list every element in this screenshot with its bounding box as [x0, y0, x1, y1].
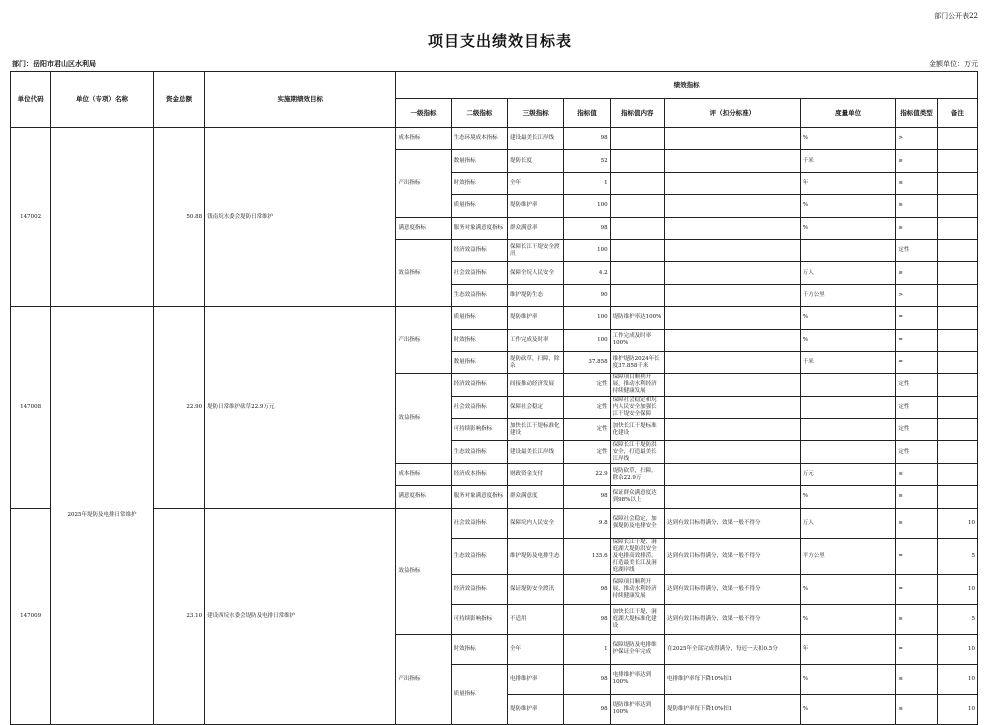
measure-unit-cell: % — [800, 329, 896, 351]
scoring-cell — [664, 195, 800, 217]
header-value-type: 指标值类型 — [896, 99, 937, 128]
scoring-cell: 电排维护率每下降10%扣1 — [664, 664, 800, 694]
scoring-cell — [664, 239, 800, 261]
measure-unit-cell: % — [800, 694, 896, 724]
remark-cell — [937, 419, 977, 441]
level3-cell: 保障社会稳定 — [508, 396, 564, 418]
content-cell — [610, 284, 664, 306]
remark-cell — [937, 441, 977, 463]
amount-cell: 50.88 — [153, 128, 204, 307]
value-type-cell: ≥ — [896, 262, 937, 284]
header-measure-unit: 度量单位 — [800, 99, 896, 128]
content-cell: 保障社会稳定和垸内人民安全加强长江干堤安全保障 — [610, 396, 664, 418]
level3-cell: 堤防维护率 — [508, 195, 564, 217]
value-cell: 98 — [564, 694, 610, 724]
value-cell: 135.6 — [564, 538, 610, 574]
header-scoring: 评（扣分标准） — [664, 99, 800, 128]
level3-cell: 工作完成及时率 — [508, 329, 564, 351]
unit-code-cell: 147008 — [11, 307, 51, 509]
page-title: 项目支出绩效目标表 — [427, 32, 572, 50]
level3-cell: 保障垸内人民安全 — [508, 508, 564, 538]
content-cell — [610, 172, 664, 194]
measure-unit-cell: % — [800, 217, 896, 239]
remark-cell — [937, 463, 977, 485]
scoring-cell — [664, 374, 800, 396]
level3-cell: 群众满意度 — [508, 486, 564, 508]
level2-cell: 可持续影响指标 — [451, 604, 507, 634]
level2-cell: 服务对象满意度指标 — [451, 217, 507, 239]
value-type-cell: ≥ — [896, 217, 937, 239]
scoring-cell — [664, 307, 800, 329]
level2-cell: 生态效益指标 — [451, 441, 507, 463]
scoring-cell — [664, 463, 800, 485]
content-cell: 保证群众满意度达到98%以上 — [610, 486, 664, 508]
level2-cell: 社会效益指标 — [451, 262, 507, 284]
scoring-cell — [664, 150, 800, 172]
content-cell — [610, 239, 664, 261]
value-type-cell: 定性 — [896, 441, 937, 463]
value-type-cell: ≥ — [896, 150, 937, 172]
value-cell: 52 — [564, 150, 610, 172]
content-cell: 堤防维护率达到100% — [610, 694, 664, 724]
department-label: 部门：岳阳市君山区水利局 — [12, 59, 96, 68]
level2-cell: 时效指标 — [451, 634, 507, 664]
measure-unit-cell — [800, 239, 896, 261]
remark-cell — [937, 329, 977, 351]
header-content: 指标值内容 — [610, 99, 664, 128]
value-type-cell: > — [896, 284, 937, 306]
content-cell: 保障堤防及电排维护保证全年完成 — [610, 634, 664, 664]
measure-unit-cell: 万人 — [800, 508, 896, 538]
level2-cell: 经济效益指标 — [451, 239, 507, 261]
remark-cell — [937, 351, 977, 373]
value-cell: 定性 — [564, 396, 610, 418]
content-cell — [610, 217, 664, 239]
table-row — [11, 307, 978, 329]
remark-cell: 5 — [937, 538, 977, 574]
scoring-cell — [664, 172, 800, 194]
measure-unit-cell: 万元 — [800, 463, 896, 485]
level2-cell: 生态效益指标 — [451, 538, 507, 574]
level1-cell: 产出指标 — [396, 150, 451, 217]
level2-cell: 数量指标 — [451, 150, 507, 172]
level2-cell: 数量指标 — [451, 351, 507, 373]
remark-cell — [937, 128, 977, 150]
level3-cell: 堤防砍草，扫障，除杂 — [508, 351, 564, 373]
value-cell: 90 — [564, 284, 610, 306]
content-cell: 保障社会稳定，加强堤防及电排安全 — [610, 508, 664, 538]
content-cell: 维护堤防2024年长度37.858千米 — [610, 351, 664, 373]
value-type-cell: 定性 — [896, 374, 937, 396]
remark-cell — [937, 217, 977, 239]
level3-cell: 建设最美长江岸线 — [508, 441, 564, 463]
remark-cell — [937, 239, 977, 261]
measure-unit-cell: 年 — [800, 634, 896, 664]
content-cell: 保障长江干堤、洞庭湖大堤防洪安全及电排高效排涝，打造最美长江及洞庭湖岸线 — [610, 538, 664, 574]
level2-cell: 生态环境成本指标 — [451, 128, 507, 150]
value-type-cell: ≥ — [896, 195, 937, 217]
level3-cell: 财政资金支付 — [508, 463, 564, 485]
target-cell: 堤防日常维护砍草22.9万元 — [205, 307, 396, 509]
level3-cell: 堤防长度 — [508, 150, 564, 172]
value-type-cell: ≥ — [896, 508, 937, 538]
table-row — [11, 508, 978, 538]
value-type-cell: ≤ — [896, 694, 937, 724]
remark-cell — [937, 486, 977, 508]
level1-cell: 满意度指标 — [396, 217, 451, 239]
scoring-cell — [664, 217, 800, 239]
content-cell: 加快长江干堤、洞庭湖大堤标准化建设 — [610, 604, 664, 634]
content-cell: 工作完成及时率100% — [610, 329, 664, 351]
level2-cell: 可持续影响指标 — [451, 419, 507, 441]
value-cell: 1 — [564, 634, 610, 664]
measure-unit-cell: % — [800, 195, 896, 217]
scoring-cell: 达到有效目标得满分，效果一般不得分 — [664, 574, 800, 604]
content-cell: 堤防砍草，扫障，除杂22.9万 — [610, 463, 664, 485]
measure-unit-cell: 千米 — [800, 150, 896, 172]
level1-cell: 满意度指标 — [396, 486, 451, 508]
scoring-cell: 在2025年全部完成得满分，每迟一天扣0.5分 — [664, 634, 800, 664]
scoring-cell: 堤防维护率每下降10%扣1 — [664, 694, 800, 724]
measure-unit-cell — [800, 374, 896, 396]
value-type-cell: = — [896, 351, 937, 373]
remark-cell — [937, 195, 977, 217]
header-unit-code: 单位代码 — [11, 72, 51, 128]
value-cell: 4.2 — [564, 262, 610, 284]
header-level1: 一级指标 — [396, 99, 451, 128]
remark-cell — [937, 150, 977, 172]
content-cell: 保障长江干堤防洪安全，打造最美长江岸线 — [610, 441, 664, 463]
content-cell: 保障项目顺利开展，推动水利经济持续健康发展 — [610, 374, 664, 396]
value-type-cell: = — [896, 634, 937, 664]
unit-code-cell: 147002 — [11, 128, 51, 307]
value-type-cell: 定性 — [896, 419, 937, 441]
value-cell: 1 — [564, 172, 610, 194]
remark-cell: 10 — [937, 508, 977, 538]
value-cell: 定性 — [564, 419, 610, 441]
header-value: 指标值 — [564, 99, 610, 128]
value-type-cell: ≤ — [896, 463, 937, 485]
value-cell: 100 — [564, 195, 610, 217]
performance-table — [10, 71, 978, 725]
level3-cell: 保证堤防安全渡汛 — [508, 574, 564, 604]
target-cell: 钱南垸水委会堤防日常维护 — [205, 128, 396, 307]
header-target: 实施期绩效目标 — [205, 72, 396, 128]
unit-name-cell: 2025年堤防及电排日常维护 — [51, 307, 154, 725]
value-type-cell: = — [896, 574, 937, 604]
scoring-cell — [664, 396, 800, 418]
value-cell: 98 — [564, 217, 610, 239]
remark-cell — [937, 284, 977, 306]
level3-cell: 堤防维护率 — [508, 694, 564, 724]
level3-cell: 不适用 — [508, 604, 564, 634]
level3-cell: 电排维护率 — [508, 664, 564, 694]
level3-cell: 群众满意率 — [508, 217, 564, 239]
remark-cell: 10 — [937, 634, 977, 664]
value-type-cell: > — [896, 128, 937, 150]
scoring-cell — [664, 351, 800, 373]
content-cell: 堤防维护率达100% — [610, 307, 664, 329]
level1-cell: 成本指标 — [396, 128, 451, 150]
level1-cell: 效益指标 — [396, 239, 451, 306]
remark-cell: 10 — [937, 694, 977, 724]
remark-cell — [937, 262, 977, 284]
header-total-funds: 资金总额 — [153, 72, 204, 128]
scoring-cell — [664, 419, 800, 441]
content-cell: 电排维护率达到100% — [610, 664, 664, 694]
level2-cell: 社会效益指标 — [451, 396, 507, 418]
level2-cell: 时效指标 — [451, 329, 507, 351]
level3-cell: 维护堤防生态 — [508, 284, 564, 306]
remark-cell: 10 — [937, 574, 977, 604]
value-cell: 37.858 — [564, 351, 610, 373]
level3-cell: 堤防维护率 — [508, 307, 564, 329]
measure-unit-cell: 平方公里 — [800, 538, 896, 574]
level2-cell: 服务对象满意度指标 — [451, 486, 507, 508]
value-cell: 定性 — [564, 374, 610, 396]
measure-unit-cell: 千方公里 — [800, 284, 896, 306]
value-type-cell: = — [896, 538, 937, 574]
value-cell: 100 — [564, 239, 610, 261]
level2-cell: 时效指标 — [451, 172, 507, 194]
value-cell: 98 — [564, 486, 610, 508]
level1-cell: 成本指标 — [396, 463, 451, 485]
measure-unit-cell: % — [800, 574, 896, 604]
content-cell — [610, 128, 664, 150]
level1-cell: 效益指标 — [396, 374, 451, 464]
value-type-cell: = — [896, 307, 937, 329]
level2-cell: 经济效益指标 — [451, 574, 507, 604]
value-type-cell: = — [896, 329, 937, 351]
level2-cell: 经济效益指标 — [451, 374, 507, 396]
remark-cell: 10 — [937, 664, 977, 694]
level1-cell: 产出指标 — [396, 634, 451, 724]
measure-unit-cell: % — [800, 604, 896, 634]
level2-cell: 经济成本指标 — [451, 463, 507, 485]
scoring-cell — [664, 128, 800, 150]
value-cell: 100 — [564, 307, 610, 329]
level3-cell: 维护堤防及电排生态 — [508, 538, 564, 574]
level2-cell: 生态效益指标 — [451, 284, 507, 306]
level3-cell: 加快长江干堤标准化建设 — [508, 419, 564, 441]
value-cell: 22.9 — [564, 463, 610, 485]
scoring-cell: 达到有效目标得满分，效果一般不得分 — [664, 604, 800, 634]
table-body — [11, 128, 978, 725]
level1-cell: 产出指标 — [396, 307, 451, 374]
level2-cell: 质量指标 — [451, 307, 507, 329]
level1-cell: 效益指标 — [396, 508, 451, 634]
content-cell: 加快长江干堤标准化建设 — [610, 419, 664, 441]
form-number: 部门公开表22 — [934, 12, 978, 20]
header-level2: 二级指标 — [451, 99, 507, 128]
header-remark: 备注 — [937, 99, 977, 128]
measure-unit-cell: 年 — [800, 172, 896, 194]
value-cell: 98 — [564, 574, 610, 604]
measure-unit-cell: % — [800, 664, 896, 694]
level2-cell: 质量指标 — [451, 664, 507, 724]
remark-cell — [937, 396, 977, 418]
level3-cell: 间接推动经济发展 — [508, 374, 564, 396]
measure-unit-cell — [800, 419, 896, 441]
measure-unit-cell: % — [800, 486, 896, 508]
measure-unit-cell: % — [800, 128, 896, 150]
value-type-cell: ≤ — [896, 172, 937, 194]
measure-unit-cell: % — [800, 307, 896, 329]
measure-unit-cell — [800, 441, 896, 463]
value-type-cell: ≥ — [896, 486, 937, 508]
level3-cell: 建设最美长江岸线 — [508, 128, 564, 150]
unit-name-cell — [51, 128, 154, 307]
money-unit-label: 金额单位：万元 — [929, 60, 978, 68]
value-cell: 定性 — [564, 441, 610, 463]
scoring-cell — [664, 329, 800, 351]
value-type-cell: 定性 — [896, 239, 937, 261]
amount-cell: 22.90 — [153, 307, 204, 509]
value-type-cell: ≤ — [896, 664, 937, 694]
level3-cell: 保障全垸人民安全 — [508, 262, 564, 284]
measure-unit-cell: 千米 — [800, 351, 896, 373]
scoring-cell — [664, 486, 800, 508]
scoring-cell: 达到有效目标得满分，效果一般不得分 — [664, 538, 800, 574]
level3-cell: 全年 — [508, 172, 564, 194]
scoring-cell — [664, 262, 800, 284]
value-cell: 98 — [564, 128, 610, 150]
value-cell: 100 — [564, 329, 610, 351]
target-cell: 建设西垸水委会堤防及电排日常维护 — [205, 508, 396, 724]
level2-cell: 质量指标 — [451, 195, 507, 217]
level3-cell: 保障长江干堤安全渡汛 — [508, 239, 564, 261]
remark-cell — [937, 307, 977, 329]
level3-cell: 全年 — [508, 634, 564, 664]
header-level3: 三级指标 — [508, 99, 564, 128]
measure-unit-cell: 万人 — [800, 262, 896, 284]
content-cell: 保障项目顺利开展，推动水利经济持续健康发展 — [610, 574, 664, 604]
content-cell — [610, 262, 664, 284]
value-type-cell: 定性 — [896, 396, 937, 418]
content-cell — [610, 195, 664, 217]
header-unit-name: 单位（专项）名称 — [51, 72, 154, 128]
scoring-cell — [664, 284, 800, 306]
measure-unit-cell — [800, 396, 896, 418]
remark-cell: 5 — [937, 604, 977, 634]
level2-cell: 社会效益指标 — [451, 508, 507, 538]
content-cell — [610, 150, 664, 172]
unit-code-cell: 147009 — [11, 508, 51, 724]
table-row — [11, 128, 978, 150]
header-indicators: 绩效指标 — [396, 72, 978, 99]
value-cell: 98 — [564, 664, 610, 694]
value-type-cell: ≥ — [896, 604, 937, 634]
amount-cell: 23.10 — [153, 508, 204, 724]
scoring-cell: 达到有效目标得满分，效果一般不得分 — [664, 508, 800, 538]
scoring-cell — [664, 441, 800, 463]
remark-cell — [937, 374, 977, 396]
value-cell: 98 — [564, 604, 610, 634]
remark-cell — [937, 172, 977, 194]
value-cell: 9.8 — [564, 508, 610, 538]
